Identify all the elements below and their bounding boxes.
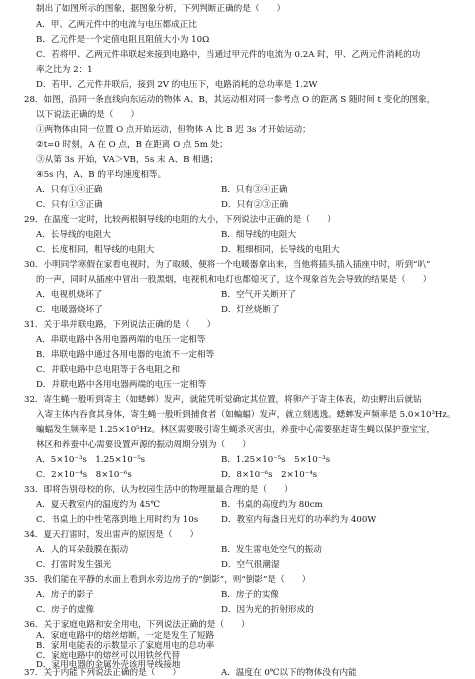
q35-option-d: D．因为光的折射形成的 xyxy=(221,605,314,615)
q31-stem: 31．关于串并联电路，下列说法正确的是（ ） xyxy=(24,320,216,330)
q30-stem-cont: 的一声，同时从插座中冒出一股黑烟，电视机和电灯也都熄灭了，这个现象首先会导致的结果是（ ） xyxy=(36,275,432,285)
q36-option-a: A．家庭电路中的熔丝熔断，一定是发生了短路 xyxy=(36,631,215,641)
q32-stem-cont-1: 入寄主体内吞食其身体，寄生蝇一般听到捕食者（如蝙蝠）发声，就立刻逃逸。蟋蟀发声频率是 5.0×10³Hz。 xyxy=(36,410,456,420)
q35-option-a: A．房子的影子 xyxy=(36,590,94,600)
q33-option-a: A．夏天教室内的温度约为 45℃ xyxy=(36,500,161,510)
q31-option-a: A．串联电路中各用电器两端的电压一定相等 xyxy=(36,335,206,345)
q30-stem: 30．小明同学寒假在家看电视时，为了取暖，便将一个电暖器拿出来，当他将插头插入插座中时，听到“叭” xyxy=(24,260,431,270)
q32-stem-cont-3: 林区和养蚕中心需要设置声源的振动周期分别为（ ） xyxy=(36,440,251,450)
q37-option-a: A．温度在 0℃以下的物体没有内能 xyxy=(221,668,357,678)
q29-option-a: A．长导线的电阻大 xyxy=(36,230,111,240)
q28-stem-cont: 以下说法正确的是（ ） xyxy=(36,110,140,120)
q30-option-a: A．电视机烧坏了 xyxy=(36,290,103,300)
q27-option-a: A．甲、乙两元件中的电流与电压都成正比 xyxy=(36,20,197,30)
q35-option-b: B．房子的实像 xyxy=(221,590,279,600)
q36-option-d: D．家用电器的金属外壳该用导线接地 xyxy=(36,660,181,670)
q28-statement-3: ③从第 3s 开始，VA＞VB，5s 末 A、B 相遇； xyxy=(36,155,219,165)
q31-option-b: B．串联电路中通过各用电器的电流不一定相等 xyxy=(36,350,215,360)
q29-stem: 29．在温度一定时，比较两根铜导线的电阻的大小，下列说法中正确的是（ ） xyxy=(24,215,336,225)
q32-option-b: B．1.25×10⁻⁵s 5×10⁻³s xyxy=(221,455,331,465)
q30-option-d: D．灯丝烧断了 xyxy=(221,305,280,315)
q32-stem-cont-2: 蝙蝠发生频率是 1.25×10⁵Hz。林区需要吸引寄生蝇杀灭害虫，养蚕中心需要驱赶寄生蝇以保护蚕宝宝， xyxy=(36,425,436,435)
q34-option-b: B．发生雷电处空气的振动 xyxy=(221,545,322,555)
q30-option-c: C．电暖器烧坏了 xyxy=(36,305,103,315)
q30-option-b: B．空气开关断开了 xyxy=(221,290,297,300)
q28-option-d: D．只有②③正确 xyxy=(221,200,289,210)
q36-option-b: B．家用电能表的示数显示了家庭用电的总功率 xyxy=(36,641,215,651)
q29-option-b: B．细导线的电阻大 xyxy=(221,230,297,240)
q27-option-d: D．若甲、乙元件并联后，接到 2V 的电压下，电路消耗的总功率是 1.2W xyxy=(36,80,318,90)
q35-option-c: C．房子的虚像 xyxy=(36,605,95,615)
q28-option-a: A．只有①④正确 xyxy=(36,185,103,195)
q28-statement-1: ①两物体由同一位置 O 点开始运动，但物体 A 比 B 迟 3s 才开始运动； xyxy=(36,125,311,135)
q28-option-b: B．只有③④正确 xyxy=(221,185,288,195)
q34-option-c: C．打雷时发生强光 xyxy=(36,560,112,570)
q27-stem-tail: 制出了如图所示的图象，据图象分析，下列判断正确的是（ ） xyxy=(36,4,286,14)
q27-option-b: B．乙元件是一个定值电阻且阻值大小为 10Ω xyxy=(36,35,210,45)
q34-option-a: A．人的耳朵鼓膜在振动 xyxy=(36,545,129,555)
q33-stem: 33．即将告别母校的你，认为校园生活中的物理量最合理的是（ ） xyxy=(24,485,293,495)
q34-option-d: D．空气很潮湿 xyxy=(221,560,280,570)
q37-stem: 37．关于内能下列说法正确的是（ ） xyxy=(24,668,182,678)
q28-statement-4: ④5s 内，A、B 的平均速度相等。 xyxy=(36,170,167,180)
q32-option-d: D．8×10⁻⁶s 2×10⁻⁴s xyxy=(221,470,318,480)
q27-option-c: C．若将甲、乙两元件串联起来接到电路中，当通过甲元件的电流为 0.2A 时，甲、乙两元件消耗的功 xyxy=(36,50,421,60)
q32-stem: 32．寄生蝇一般听到寄主（如蟋蟀）发声，就能凭听觉确定其位置，将卵产于寄主体表，幼虫孵出后就钻 xyxy=(24,395,422,405)
q36-option-c: C．家庭电路中的熔丝可以用铁丝代替 xyxy=(36,651,181,661)
q28-option-c: C．只有①③正确 xyxy=(36,200,103,210)
q31-option-c: C．并联电路中总电阻等于各电阻之和 xyxy=(36,365,181,375)
q31-option-d: D．并联电路中各用电器两端的电压一定相等 xyxy=(36,380,207,390)
q29-option-c: C．长度相同，粗导线的电阻大 xyxy=(36,245,155,255)
q28-statement-2: ②t=0 时刻，A 在 O 点，B 在距离 O 点 5m 处； xyxy=(36,140,228,150)
q33-option-c: C．书桌上的中性笔落到地上用时约为 10s xyxy=(36,515,199,525)
q36-stem: 36．关于家庭电路和安全用电，下列说法正确的是（ ） xyxy=(24,620,250,630)
q28-stem: 28．如图，沿同一条直线向东运动的物体 A、B，其运动相对同一参考点 O 的距离 S 随时间 t 变化的图象， xyxy=(24,95,436,105)
q35-stem: 35．我们能在平静的水面上看到水旁边房子的“倒影”，则“倒影”是（ ） xyxy=(24,575,311,585)
q29-option-d: D．粗细相同，长导线的电阻大 xyxy=(221,245,340,255)
q32-option-c: C．2×10⁻⁴s 8×10⁻⁶s xyxy=(36,470,132,480)
q27-option-c-cont: 率之比为 2：1 xyxy=(36,65,93,75)
q34-stem: 34．夏天打雷时，发出雷声的原因是（ ） xyxy=(24,530,199,540)
q32-option-a: A．5×10⁻³s 1.25×10⁻⁵s xyxy=(36,455,146,465)
q33-option-b: B．书桌的高度约为 80cm xyxy=(221,500,323,510)
q33-option-d: D．教室内每盏日光灯的功率约为 400W xyxy=(221,515,377,525)
